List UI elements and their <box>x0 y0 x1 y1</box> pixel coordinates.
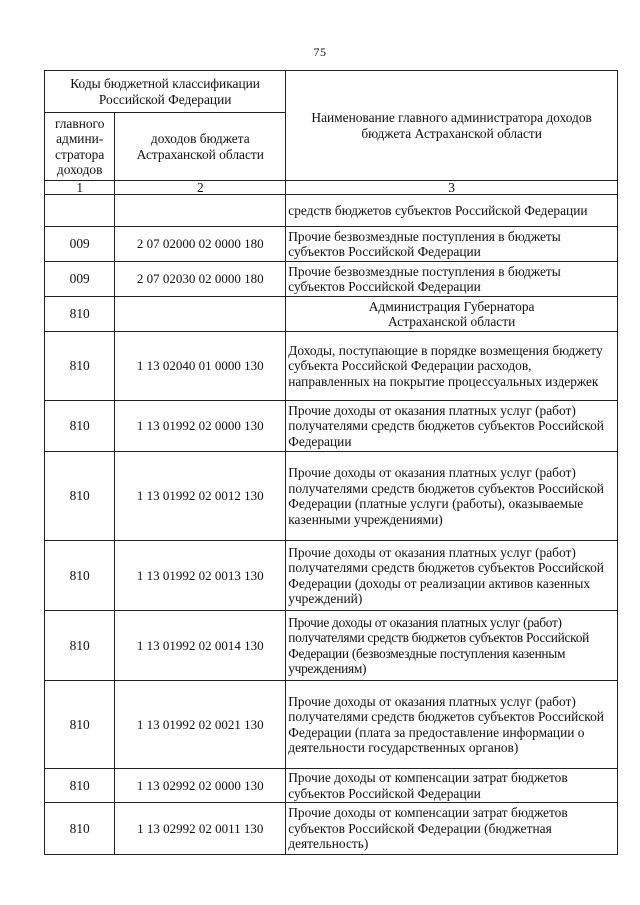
income-code: 2 07 02030 02 0000 180 <box>115 262 286 297</box>
group-header: Коды бюджетной классификации Российской Федерации <box>45 71 286 113</box>
table-row <box>45 681 618 769</box>
income-name: Прочие доходы от оказания платных услуг (работ) получателями средств бюджетов субъектов Российской Федерации (безвозмездные поступления казенным учреждениям) <box>286 611 618 681</box>
table-row <box>45 262 618 297</box>
admin-column-header: главного админи-стратора доходов <box>45 113 115 181</box>
column-number-2: 2 <box>115 181 286 195</box>
income-code: 1 13 01992 02 0014 130 <box>115 611 286 681</box>
income-code: 2 07 02000 02 0000 180 <box>115 227 286 262</box>
table-row <box>45 452 618 541</box>
income-name: Прочие безвозмездные поступления в бюджеты субъектов Российской Федерации <box>286 227 618 262</box>
income-name: Прочие безвозмездные поступления в бюджеты субъектов Российской Федерации <box>286 262 618 297</box>
admin-code: 810 <box>45 769 115 803</box>
admin-code: 810 <box>45 681 115 769</box>
page-number: 75 <box>313 45 327 59</box>
income-code: 1 13 01992 02 0000 130 <box>115 401 286 452</box>
income-name: средств бюджетов субъектов Российской Федерации <box>286 195 618 227</box>
admin-code: 810 <box>45 332 115 401</box>
income-code: 1 13 02992 02 0000 130 <box>115 769 286 803</box>
admin-code: 810 <box>45 541 115 611</box>
income-name: Прочие доходы от компенсации затрат бюджетов субъектов Российской Федерации (бюджетная деятельность) <box>286 803 618 855</box>
admin-code <box>45 195 115 227</box>
admin-code: 009 <box>45 227 115 262</box>
admin-code: 009 <box>45 262 115 297</box>
budget-classification-table <box>44 70 618 855</box>
name-column-header: Наименование главного администратора доходов бюджета Астраханской области <box>286 71 618 181</box>
income-name: Прочие доходы от оказания платных услуг (работ) получателями средств бюджетов субъектов Российской Федерации (доходы от реализации активов казенных учреждений) <box>286 541 618 611</box>
admin-code: 810 <box>45 401 115 452</box>
admin-code: 810 <box>45 297 115 332</box>
income-code: 1 13 01992 02 0021 130 <box>115 681 286 769</box>
column-number-1: 1 <box>45 181 115 195</box>
income-name: Прочие доходы от компенсации затрат бюджетов субъектов Российской Федерации <box>286 769 618 803</box>
table-row <box>45 611 618 681</box>
income-code: 1 13 01992 02 0013 130 <box>115 541 286 611</box>
income-code: 1 13 02992 02 0011 130 <box>115 803 286 855</box>
income-name: Прочие доходы от оказания платных услуг (работ) получателями средств бюджетов субъектов Российской Федерации <box>286 401 618 452</box>
admin-code: 810 <box>45 803 115 855</box>
income-code <box>115 195 286 227</box>
table-row <box>45 227 618 262</box>
admin-code: 810 <box>45 452 115 541</box>
table-row <box>45 401 618 452</box>
income-code: 1 13 01992 02 0012 130 <box>115 452 286 541</box>
table-row <box>45 769 618 803</box>
income-name: Прочие доходы от оказания платных услуг (работ) получателями средств бюджетов субъектов Российской Федерации (плата за предоставление информации о деятельности государственных органов) <box>286 681 618 769</box>
income-name: Администрация Губернатора Астраханской области <box>286 297 618 332</box>
table-row <box>45 541 618 611</box>
income-name: Прочие доходы от оказания платных услуг (работ) получателями средств бюджетов субъектов Российской Федерации (платные услуги (работы), оказываемые казенными учреждениями) <box>286 452 618 541</box>
table-row <box>45 332 618 401</box>
income-code: 1 13 02040 01 0000 130 <box>115 332 286 401</box>
income-code <box>115 297 286 332</box>
admin-code: 810 <box>45 611 115 681</box>
column-number-3: 3 <box>286 181 618 195</box>
income-column-header: доходов бюджета Астраханской области <box>115 113 286 181</box>
table-row <box>45 195 618 227</box>
table-row <box>45 297 618 332</box>
table-row <box>45 803 618 855</box>
income-name: Доходы, поступающие в порядке возмещения бюджету субъекта Российской Федерации расходов, направленных на покрытие процессуальных издержек <box>286 332 618 401</box>
